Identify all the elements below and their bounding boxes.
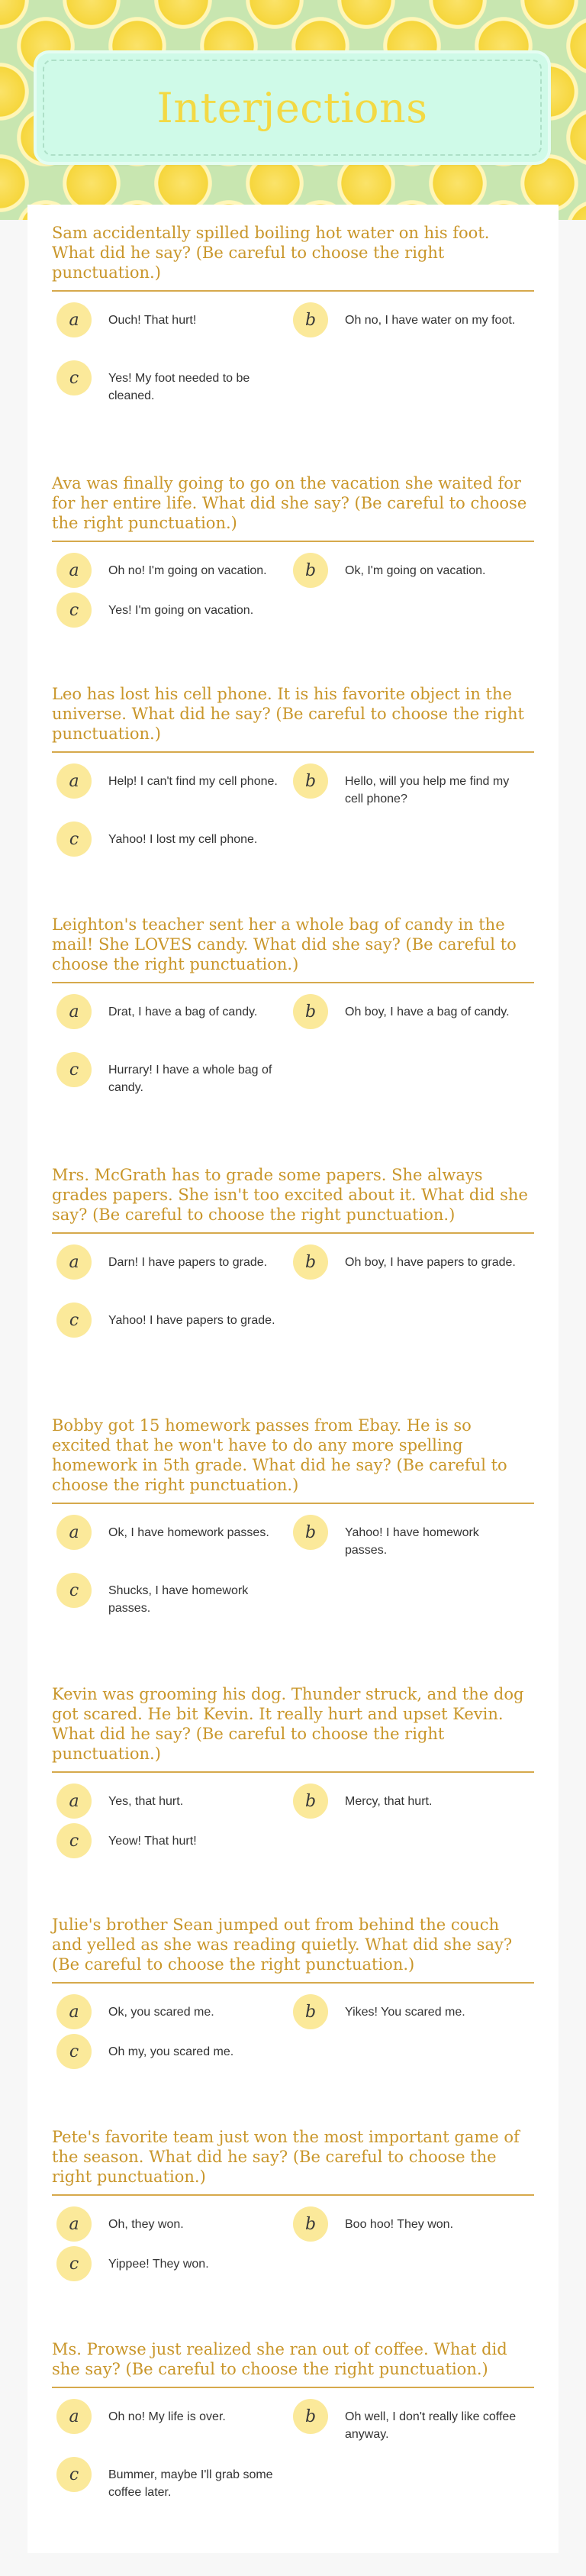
option-text: Hurrary! I have a whole bag of candy. xyxy=(108,1064,272,1094)
option-letter-badge: b xyxy=(293,763,328,799)
option-text: Oh, they won. xyxy=(108,2218,184,2231)
option-letter-badge: b xyxy=(293,2399,328,2434)
option-a[interactable] xyxy=(56,553,285,588)
option-letter-badge: a xyxy=(56,1784,92,1819)
option-text: Yeow! That hurt! xyxy=(108,1835,197,1848)
option-b[interactable] xyxy=(293,1244,522,1280)
question-5 xyxy=(52,1165,534,1330)
question-text: Leighton's teacher sent her a whole bag of candy in the mail! She LOVES candy. What did she say? (Be careful to choose the right punctuation.) xyxy=(52,915,534,983)
option-letter-badge: a xyxy=(56,1244,92,1280)
option-text: Help! I can't find my cell phone. xyxy=(108,775,278,788)
option-text: Oh no! My life is over. xyxy=(108,2410,226,2423)
option-text: Oh no, I have water on my foot. xyxy=(345,314,516,327)
option-text: Yahoo! I have papers to grade. xyxy=(108,1314,275,1327)
option-letter-badge: a xyxy=(56,2206,92,2242)
option-text: Bummer, maybe I'll grab some coffee later. xyxy=(108,2468,273,2499)
option-letter-badge: b xyxy=(293,994,328,1029)
question-text: Pete's favorite team just won the most important game of the season. What did he say? (Be careful to choose the right punctuation.) xyxy=(52,2127,534,2196)
option-letter-badge: b xyxy=(293,1784,328,1819)
option-c[interactable] xyxy=(56,1052,285,1096)
option-c[interactable] xyxy=(56,822,285,857)
option-letter-badge: c xyxy=(56,360,92,395)
option-b[interactable] xyxy=(293,994,522,1029)
option-text: Mercy, that hurt. xyxy=(345,1795,433,1808)
option-letter-badge: c xyxy=(56,2457,92,2492)
option-text: Yikes! You scared me. xyxy=(345,2006,465,2019)
header-banner xyxy=(0,0,586,220)
option-b[interactable] xyxy=(293,302,522,337)
option-letter-badge: b xyxy=(293,1994,328,2029)
option-text: Oh well, I don't really like coffee anyway. xyxy=(345,2410,517,2441)
option-b[interactable] xyxy=(293,2399,522,2443)
question-2 xyxy=(52,473,534,620)
option-b[interactable] xyxy=(293,763,522,808)
question-text: Mrs. McGrath has to grade some papers. She always grades papers. She isn't too excited about it. What did she say? (Be careful to choose the right punctuation.) xyxy=(52,1165,534,1234)
option-text: Boo hoo! They won. xyxy=(345,2218,454,2231)
option-letter-badge: c xyxy=(56,822,92,857)
option-letter-badge: a xyxy=(56,1994,92,2029)
option-a[interactable] xyxy=(56,302,285,337)
option-letter-badge: c xyxy=(56,1303,92,1338)
option-letter-badge: b xyxy=(293,302,328,337)
option-letter-badge: a xyxy=(56,302,92,337)
question-4 xyxy=(52,915,534,1094)
option-letter-badge: b xyxy=(293,1515,328,1550)
option-a[interactable] xyxy=(56,763,285,799)
option-text: Yes! My foot needed to be cleaned. xyxy=(108,372,250,402)
option-c[interactable] xyxy=(56,2034,285,2069)
option-text: Darn! I have papers to grade. xyxy=(108,1256,268,1269)
question-3 xyxy=(52,684,534,849)
question-text: Kevin was grooming his dog. Thunder struck, and the dog got scared. He bit Kevin. It really hurt and upset Kevin. What did he say? (Be careful to choose the right punctuation.) xyxy=(52,1684,534,1773)
option-text: Oh no! I'm going on vacation. xyxy=(108,564,267,577)
question-6 xyxy=(52,1416,534,1615)
question-7 xyxy=(52,1684,534,1851)
option-a[interactable] xyxy=(56,1244,285,1280)
option-c[interactable] xyxy=(56,2246,285,2281)
option-letter-badge: b xyxy=(293,553,328,588)
question-text: Ava was finally going to go on the vacation she waited for for her entire life. What did she say? (Be careful to choose the right punctuation.) xyxy=(52,473,534,542)
option-text: Yippee! They won. xyxy=(108,2258,209,2271)
option-b[interactable] xyxy=(293,1994,522,2029)
question-text: Julie's brother Sean jumped out from behind the couch and yelled as she was reading quietly. What did she say? (Be careful to choose the right punctuation.) xyxy=(52,1915,534,1984)
option-text: Oh boy, I have a bag of candy. xyxy=(345,1006,510,1018)
option-b[interactable] xyxy=(293,1515,522,1559)
option-a[interactable] xyxy=(56,1994,285,2029)
question-text: Leo has lost his cell phone. It is his favorite object in the universe. What did he say? (Be careful to choose the right punctuation.) xyxy=(52,684,534,753)
option-a[interactable] xyxy=(56,2206,285,2242)
option-b[interactable] xyxy=(293,2206,522,2242)
option-letter-badge: b xyxy=(293,2206,328,2242)
page-title: Interjections xyxy=(156,83,428,132)
option-letter-badge: c xyxy=(56,1573,92,1608)
option-b[interactable] xyxy=(293,1784,522,1819)
option-text: Ouch! That hurt! xyxy=(108,314,197,327)
option-letter-badge: a xyxy=(56,1515,92,1550)
option-c[interactable] xyxy=(56,1303,285,1338)
option-letter-badge: c xyxy=(56,1823,92,1858)
option-c[interactable] xyxy=(56,360,285,405)
option-text: Ok, I'm going on vacation. xyxy=(345,564,486,577)
option-text: Hello, will you help me find my cell phone? xyxy=(345,775,510,805)
option-text: Yahoo! I have homework passes. xyxy=(345,1526,479,1557)
option-text: Yahoo! I lost my cell phone. xyxy=(108,833,258,846)
option-letter-badge: a xyxy=(56,763,92,799)
option-letter-badge: a xyxy=(56,553,92,588)
option-a[interactable] xyxy=(56,1784,285,1819)
option-a[interactable] xyxy=(56,994,285,1029)
option-c[interactable] xyxy=(56,1823,285,1858)
option-letter-badge: c xyxy=(56,2246,92,2281)
question-text: Ms. Prowse just realized she ran out of coffee. What did she say? (Be careful to choose the right punctuation.) xyxy=(52,2339,534,2388)
option-c[interactable] xyxy=(56,2457,285,2501)
option-letter-badge: b xyxy=(293,1244,328,1280)
option-letter-badge: a xyxy=(56,994,92,1029)
option-text: Ok, you scared me. xyxy=(108,2006,214,2019)
option-a[interactable] xyxy=(56,1515,285,1550)
option-text: Ok, I have homework passes. xyxy=(108,1526,269,1539)
question-10 xyxy=(52,2339,534,2499)
option-b[interactable] xyxy=(293,553,522,588)
option-c[interactable] xyxy=(56,1573,285,1617)
option-letter-badge: c xyxy=(56,592,92,628)
question-9 xyxy=(52,2127,534,2274)
question-1 xyxy=(52,223,534,402)
option-text: Drat, I have a bag of candy. xyxy=(108,1006,258,1018)
option-text: Oh boy, I have papers to grade. xyxy=(345,1256,516,1269)
option-letter-badge: c xyxy=(56,1052,92,1087)
option-a[interactable] xyxy=(56,2399,285,2434)
option-c[interactable] xyxy=(56,592,285,628)
option-text: Yes! I'm going on vacation. xyxy=(108,604,254,617)
title-card-border xyxy=(43,60,542,156)
question-text: Bobby got 15 homework passes from Ebay. He is so excited that he won't have to do any more spelling homework in 5th grade. What did he say? (Be careful to choose the right punctuation.) xyxy=(52,1416,534,1504)
option-text: Oh my, you scared me. xyxy=(108,2045,234,2058)
worksheet xyxy=(27,205,559,2553)
option-text: Yes, that hurt. xyxy=(108,1795,184,1808)
title-card xyxy=(37,53,548,162)
option-letter-badge: c xyxy=(56,2034,92,2069)
question-text: Sam accidentally spilled boiling hot water on his foot. What did he say? (Be careful to choose the right punctuation.) xyxy=(52,223,534,292)
option-text: Shucks, I have homework passes. xyxy=(108,1584,249,1615)
question-8 xyxy=(52,1915,534,2061)
option-letter-badge: a xyxy=(56,2399,92,2434)
